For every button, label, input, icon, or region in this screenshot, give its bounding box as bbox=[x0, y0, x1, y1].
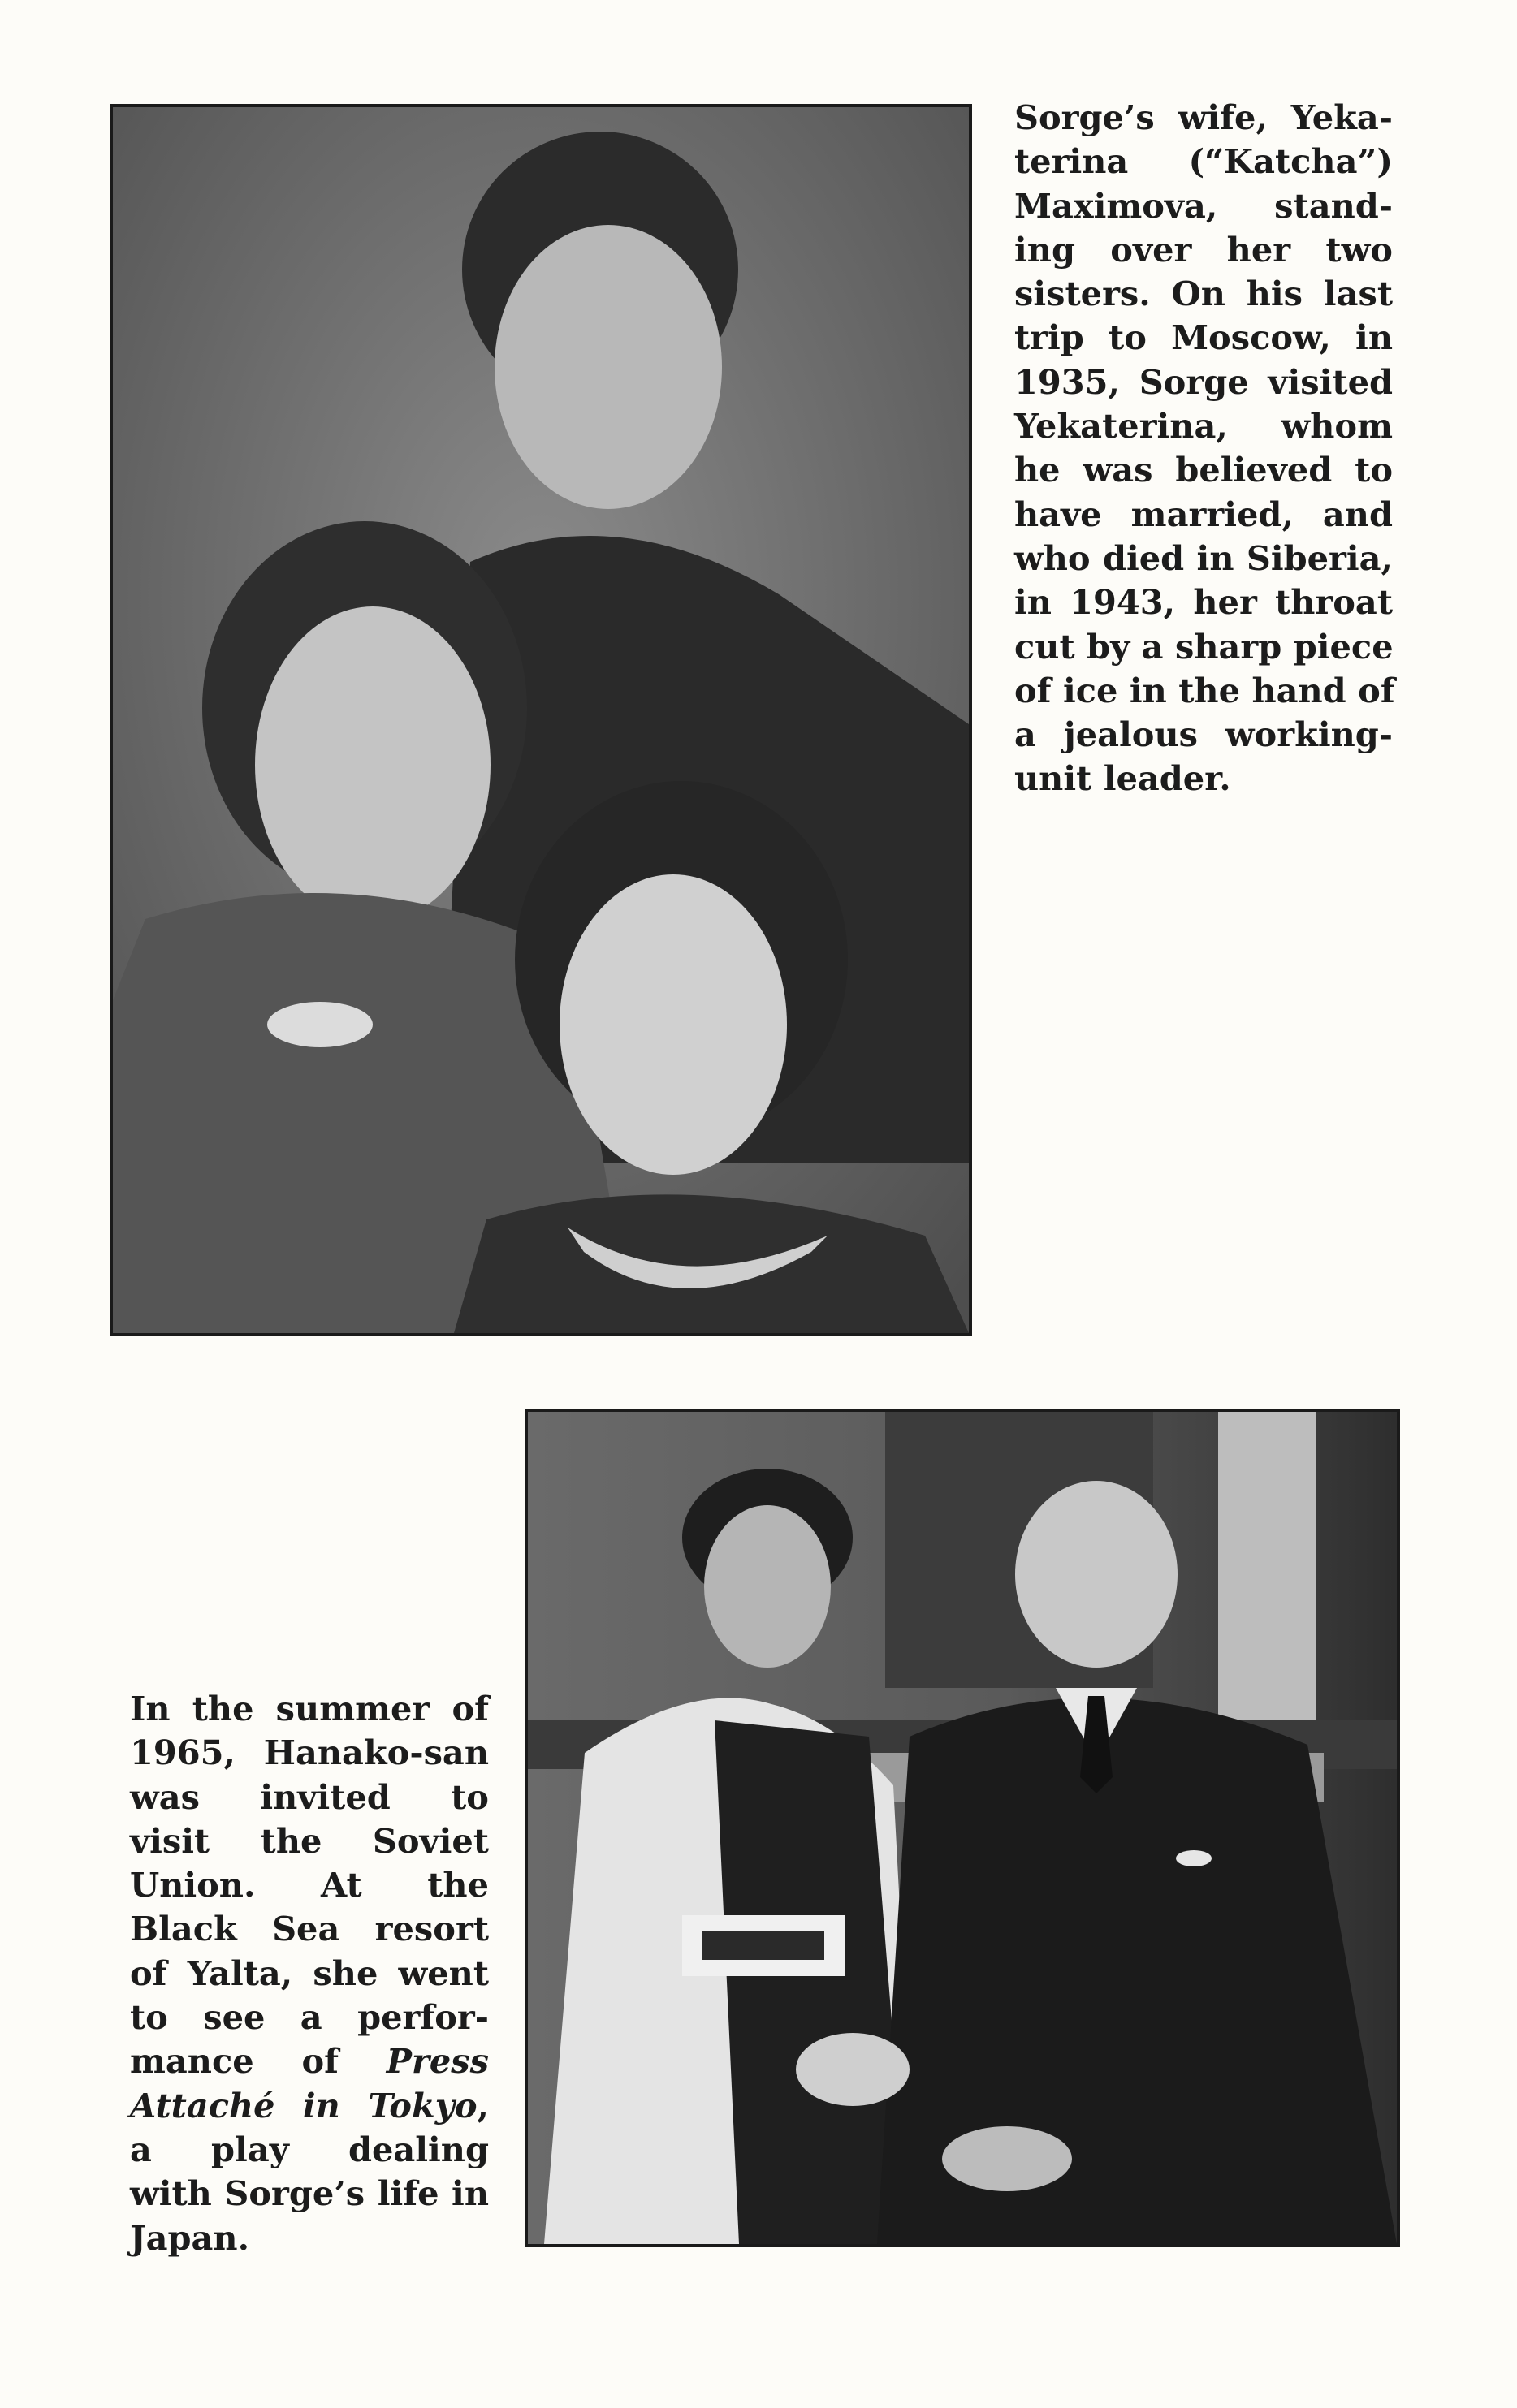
caption-bottom-line: Union. At the bbox=[130, 1865, 489, 1905]
caption-bottom-line: In the summer of bbox=[130, 1689, 489, 1728]
caption-top-line: ing over her two bbox=[1014, 229, 1393, 270]
caption-top-line: he was believed to bbox=[1014, 450, 1393, 490]
caption-bottom-line: visit the Soviet bbox=[130, 1820, 489, 1861]
caption-top-line: of ice in the hand of bbox=[1014, 670, 1395, 710]
caption-top-line: trip to Moscow, in bbox=[1014, 317, 1393, 358]
caption-top-line: Maximova, stand- bbox=[1014, 185, 1393, 226]
caption-bottom-line: was invited to bbox=[130, 1776, 489, 1817]
caption-bottom-line: 1965, Hanako-san bbox=[130, 1733, 489, 1773]
caption-bottom-line bbox=[130, 2084, 489, 2128]
caption-bottom-title-part: Attaché in Tokyo bbox=[130, 2085, 478, 2125]
caption-bottom-line: Black Sea resort bbox=[130, 1909, 489, 1949]
photo-three-sisters-image bbox=[113, 107, 969, 1333]
caption-top-line: sisters. On his last bbox=[1014, 274, 1393, 314]
caption-bottom-line bbox=[130, 2039, 489, 2083]
caption-top-line: a jealous working- bbox=[1014, 714, 1393, 755]
caption-bottom-line: with Sorge’s life in bbox=[130, 2173, 489, 2214]
photo-hanako-san bbox=[525, 1409, 1400, 2247]
caption-top-line: who died in Siberia, bbox=[1014, 537, 1393, 578]
caption-bottom bbox=[130, 1687, 489, 2260]
caption-top-line: Sorge’s wife, Yeka- bbox=[1014, 97, 1393, 137]
caption-bottom-text: , bbox=[477, 2085, 489, 2125]
caption-bottom-line: a play dealing bbox=[130, 2129, 489, 2169]
caption-top-line: in 1943, her throat bbox=[1014, 582, 1393, 623]
caption-top-line: cut by a sharp piece bbox=[1014, 626, 1394, 667]
caption-bottom-line: of Yalta, she went bbox=[130, 1953, 489, 1993]
caption-top-line: Yekaterina, whom bbox=[1014, 406, 1393, 447]
caption-top-line: 1935, Sorge visited bbox=[1014, 361, 1393, 402]
photo-hanako-san-image bbox=[528, 1412, 1397, 2244]
photo-three-sisters bbox=[110, 104, 972, 1336]
caption-top bbox=[1014, 96, 1393, 801]
caption-bottom-title-part: Press bbox=[386, 2041, 489, 2082]
caption-bottom-text: mance of bbox=[130, 2041, 387, 2082]
caption-top-line: unit leader. bbox=[1014, 758, 1231, 799]
caption-top-line: have married, and bbox=[1014, 494, 1393, 534]
caption-top-line: terina (“Katcha”) bbox=[1014, 141, 1393, 182]
caption-bottom-line: to see a perfor- bbox=[130, 1997, 489, 2038]
caption-bottom-line: Japan. bbox=[130, 2217, 250, 2258]
